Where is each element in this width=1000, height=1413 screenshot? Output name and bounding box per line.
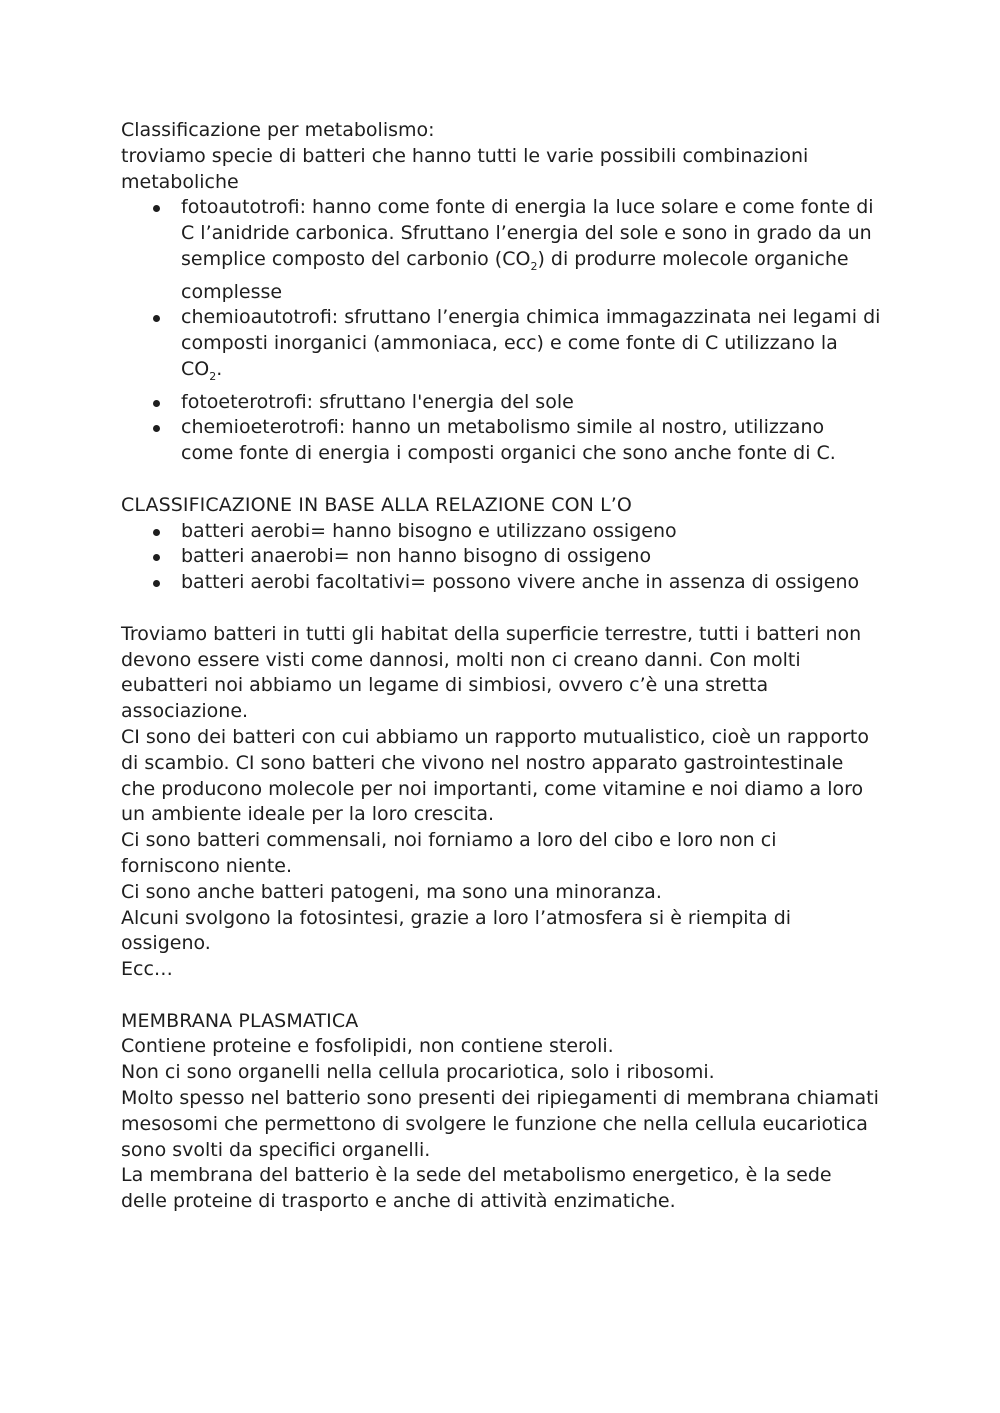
- habitat-paragraph: Troviamo batteri in tutti gli habitat della superficie terrestre, tutti i batteri non devono essere visti come dannosi, molti non ci creano danni. Con molti eubatteri noi abbiamo un legame di simbiosi, ovvero c’è una stretta associazione.: [121, 622, 862, 723]
- membrane-paragraph: La membrana del batterio è la sede del metabolismo energetico, è la sede delle proteine di trasporto e anche di attività enzimatiche.: [121, 1164, 832, 1213]
- list-item: batteri aerobi= hanno bisogno e utilizzano ossigeno: [121, 519, 881, 545]
- document-body: [121, 118, 881, 1215]
- list-item: fotoeterotrofi: sfruttano l'energia del sole: [121, 390, 881, 416]
- habitat-paragraph: Alcuni svolgono la fotosintesi, grazie a loro l’atmosfera si è riempita di ossigeno.: [121, 906, 792, 955]
- habitat-paragraph: Ecc…: [121, 958, 173, 981]
- membrane-paragraph: Non ci sono organelli nella cellula procariotica, solo i ribosomi.: [121, 1061, 715, 1084]
- oxygen-list: [121, 519, 881, 596]
- habitat-paragraph: Ci sono anche batteri patogeni, ma sono una minoranza.: [121, 880, 662, 903]
- metabolism-list: [121, 195, 881, 467]
- oxygen-heading: CLASSIFICAZIONE IN BASE ALLA RELAZIONE CON L’O: [121, 493, 632, 516]
- list-item: fotoautotrofi: hanno come fonte di energia la luce solare e come fonte di C l’anidride carbonica. Sfruttano l’energia del sole e sono in grado da un semplice composto del carbonio $(CO_2)$ di produrre molecole organiche complesse: [121, 195, 881, 305]
- membrane-heading: MEMBRANA PLASMATICA: [121, 1009, 359, 1032]
- habitat-paragraph: CI sono dei batteri con cui abbiamo un rapporto mutualistico, cioè un rapporto di scambio. CI sono batteri che vivono nel nostro apparato gastrointestinale che producono molecole per noi importanti, come vitamine e noi diamo a loro un ambiente ideale per la loro crescita.: [121, 725, 870, 826]
- membrane-paragraph: Contiene proteine e fosfolipidi, non contiene steroli.: [121, 1035, 614, 1058]
- list-item: chemioeterotrofi: hanno un metabolismo simile al nostro, utilizzano come fonte di energia i composti organici che sono anche fonte di C.: [121, 415, 881, 467]
- membrane-paragraph: Molto spesso nel batterio sono presenti dei ripiegamenti di membrana chiamati mesosomi che permettono di svolgere le funzione che nella cellula eucariotica sono svolti da specifici organelli.: [121, 1087, 879, 1161]
- metabolism-title: Classificazione per metabolismo:: [121, 119, 435, 141]
- list-item: batteri aerobi facoltativi= possono vivere anche in assenza di ossigeno: [121, 570, 881, 596]
- list-item: chemioautotrofi: sfruttano l’energia chimica immagazzinata nei legami di composti inorganici (ammoniaca, ecc) e come fonte di C utilizzano la $CO_2$.: [121, 305, 881, 389]
- metabolism-intro: troviamo specie di batteri che hanno tutti le varie possibili combinazioni metaboliche: [121, 144, 809, 193]
- habitat-paragraph: Ci sono batteri commensali, noi forniamo a loro del cibo e loro non ci forniscono niente.: [121, 829, 777, 877]
- list-item: batteri anaerobi= non hanno bisogno di ossigeno: [121, 544, 881, 570]
